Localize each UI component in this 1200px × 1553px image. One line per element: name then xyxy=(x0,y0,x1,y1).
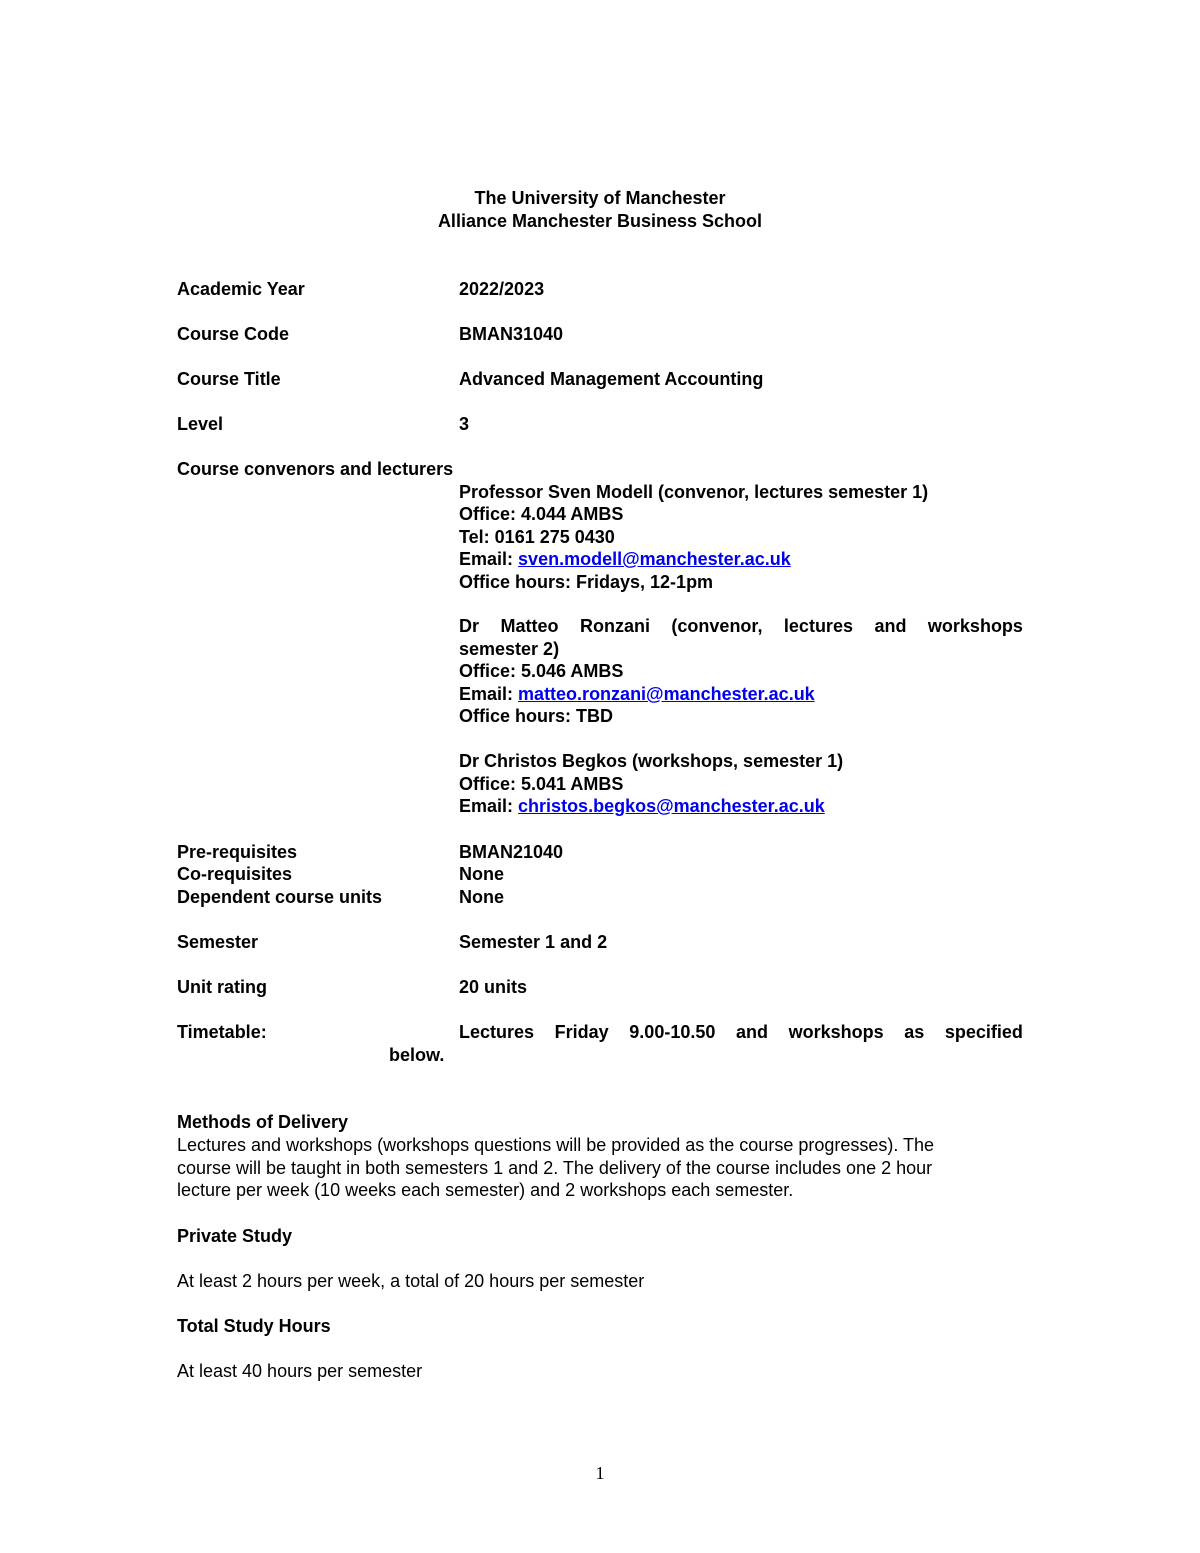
timetable-word: and xyxy=(735,1022,768,1042)
course-code-value: BMAN31040 xyxy=(459,324,564,344)
academic-year-value: 2022/2023 xyxy=(459,279,545,299)
timetable-word: Lectures xyxy=(459,1022,535,1042)
total-hours-heading: Total Study Hours xyxy=(177,1316,331,1336)
timetable-word: 9.00-10.50 xyxy=(629,1022,716,1042)
unit-rating-label: Unit rating xyxy=(177,977,267,997)
lecturer-2-name-word: and xyxy=(874,616,907,636)
lecturer-2-email-link[interactable]: matteo.ronzani@manchester.ac.uk xyxy=(518,684,815,704)
school-title: Alliance Manchester Business School xyxy=(437,211,763,231)
lecturer-2-hours: Office hours: TBD xyxy=(459,706,614,726)
lecturer-1-office: Office: 4.044 AMBS xyxy=(459,504,624,524)
lecturer-2-name-word: workshops xyxy=(927,616,1023,636)
academic-year-label: Academic Year xyxy=(177,279,305,299)
lecturer-1-email-link[interactable]: sven.modell@manchester.ac.uk xyxy=(518,549,791,569)
dependent-units-label: Dependent course units xyxy=(177,887,383,907)
lecturer-2-email-label: Email: xyxy=(459,684,514,704)
semester-label: Semester xyxy=(177,932,259,952)
timetable-word: workshops xyxy=(788,1022,884,1042)
corequisites-label: Co-requisites xyxy=(177,864,293,884)
corequisites-value: None xyxy=(459,864,504,884)
level-value: 3 xyxy=(459,414,470,434)
private-study-text: At least 2 hours per week, a total of 20 hours per semester xyxy=(177,1271,645,1291)
delivery-line-1: Lectures and workshops (workshops questions will be provided as the course progresses). The xyxy=(177,1135,935,1155)
lecturer-1-email-label: Email: xyxy=(459,549,514,569)
lecturer-2-email-line xyxy=(459,683,815,705)
lecturer-1-name: Professor Sven Modell (convenor, lectures semester 1) xyxy=(459,482,929,502)
timetable-label: Timetable: xyxy=(177,1022,267,1042)
timetable-value xyxy=(459,1021,1023,1043)
lecturer-2-name xyxy=(459,615,1023,637)
prerequisites-value: BMAN21040 xyxy=(459,842,564,862)
lecturer-2-name-cont: semester 2) xyxy=(459,639,560,659)
convenors-label: Course convenors and lecturers xyxy=(177,459,454,479)
level-label: Level xyxy=(177,414,224,434)
dependent-units-value: None xyxy=(459,887,504,907)
semester-value: Semester 1 and 2 xyxy=(459,932,608,952)
lecturer-2-name-word: (convenor, xyxy=(671,616,763,636)
lecturer-2-office: Office: 5.046 AMBS xyxy=(459,661,624,681)
timetable-word: specified xyxy=(944,1022,1023,1042)
timetable-word: as xyxy=(904,1022,925,1042)
lecturer-3-name: Dr Christos Begkos (workshops, semester 1) xyxy=(459,751,844,771)
timetable-value-cont: below. xyxy=(389,1045,445,1065)
lecturer-2-name-word: Matteo xyxy=(500,616,559,636)
lecturer-2-name-word: lectures xyxy=(783,616,853,636)
lecturer-2-name-word: Ronzani xyxy=(579,616,650,636)
timetable-word: Friday xyxy=(554,1022,609,1042)
delivery-line-2: course will be taught in both semesters 1 and 2. The delivery of the course includes one 2 hour xyxy=(177,1158,933,1178)
university-title: The University of Manchester xyxy=(474,188,726,208)
page-number: 1 xyxy=(595,1463,605,1483)
course-code-label: Course Code xyxy=(177,324,290,344)
delivery-line-3: lecture per week (10 weeks each semester) and 2 workshops each semester. xyxy=(177,1180,794,1200)
course-title-label: Course Title xyxy=(177,369,281,389)
unit-rating-value: 20 units xyxy=(459,977,528,997)
total-hours-text: At least 40 hours per semester xyxy=(177,1361,423,1381)
lecturer-3-email-line xyxy=(459,795,825,817)
delivery-heading: Methods of Delivery xyxy=(177,1112,349,1132)
lecturer-1-hours: Office hours: Fridays, 12-1pm xyxy=(459,572,714,592)
prerequisites-label: Pre-requisites xyxy=(177,842,298,862)
lecturer-3-email-link[interactable]: christos.begkos@manchester.ac.uk xyxy=(518,796,825,816)
course-title-value: Advanced Management Accounting xyxy=(459,369,764,389)
private-study-heading: Private Study xyxy=(177,1226,293,1246)
lecturer-1-tel: Tel: 0161 275 0430 xyxy=(459,527,615,547)
lecturer-3-email-label: Email: xyxy=(459,796,514,816)
lecturer-2-name-word: Dr xyxy=(459,616,480,636)
lecturer-3-office: Office: 5.041 AMBS xyxy=(459,774,624,794)
lecturer-1-email-line xyxy=(459,548,791,570)
